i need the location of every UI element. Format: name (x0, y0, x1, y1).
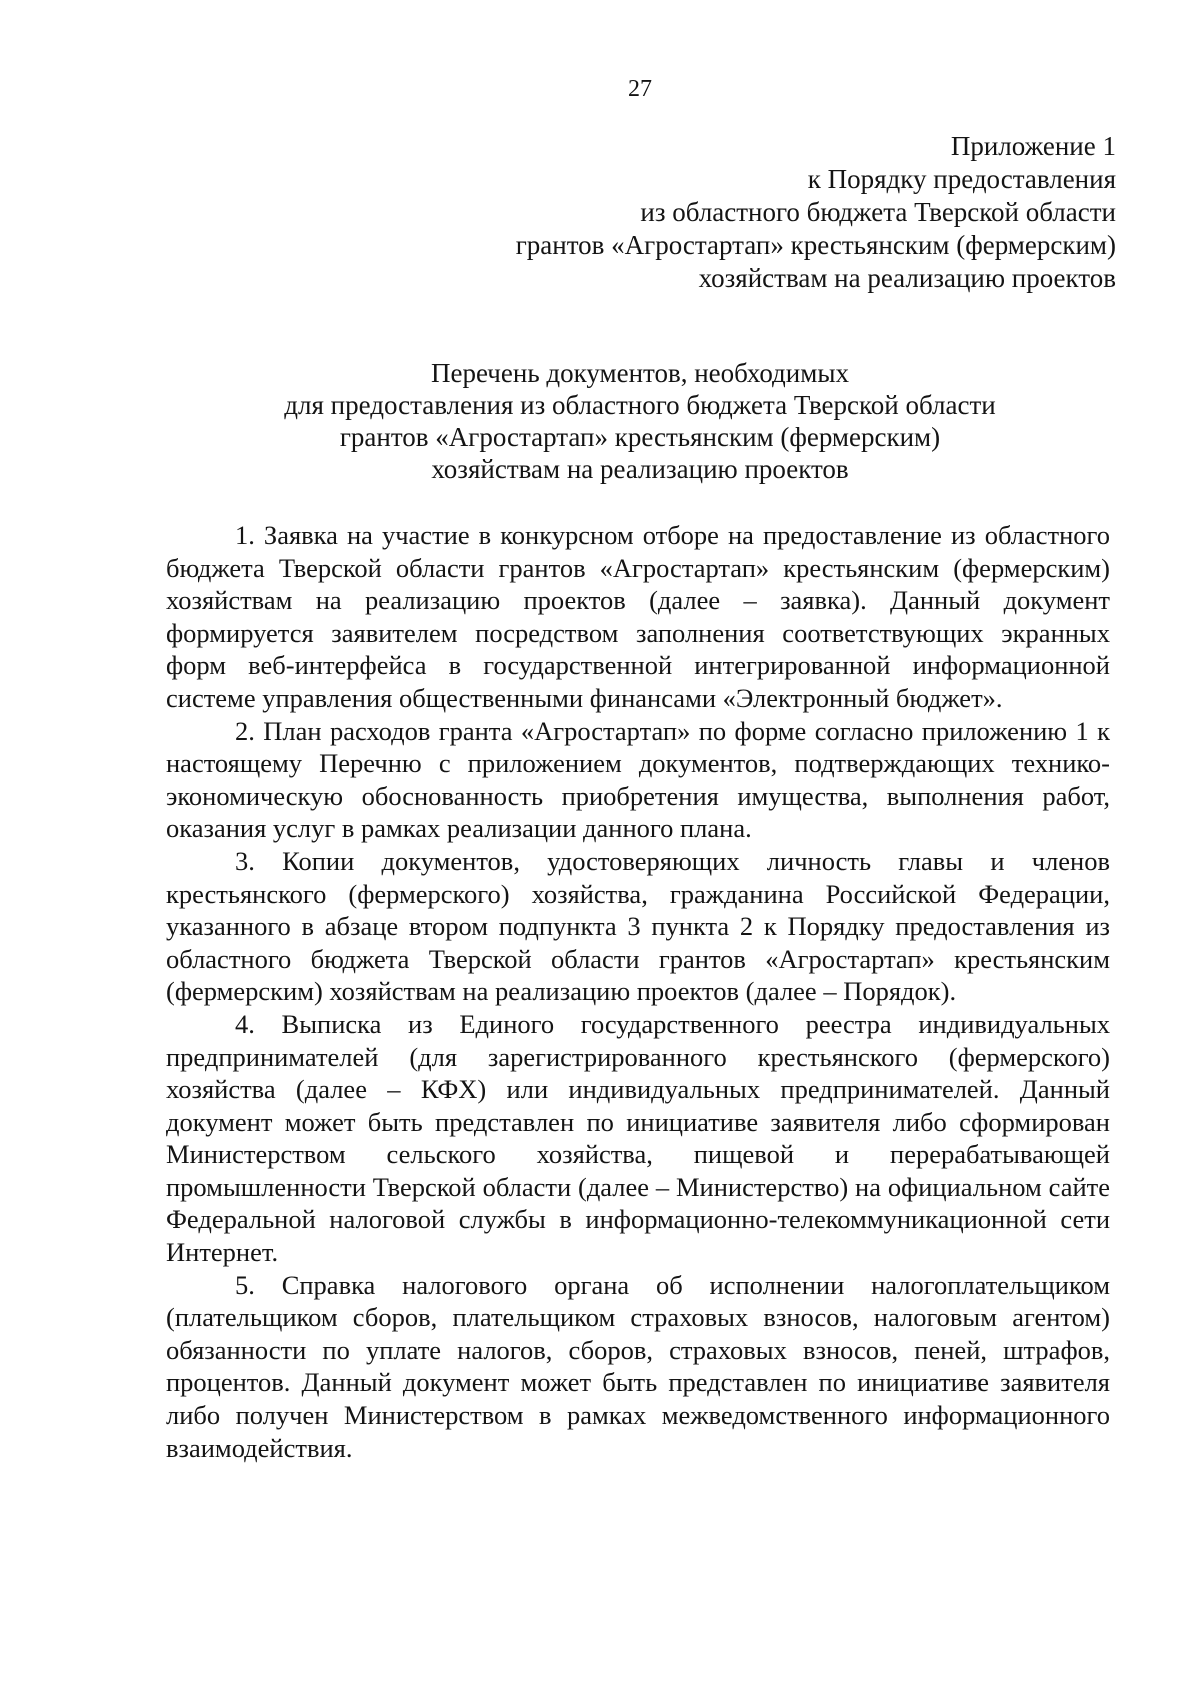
appendix-header (316, 130, 1116, 295)
list-item-paragraph: 3. Копии документов, удостоверяющих личность главы и членов крестьянского (фермерского) хозяйства, гражданина Российской Федерации, указанного в абзаце втором подпункта 3 пункта 2 к Порядку предоставления из областного бюджета Тверской области грантов «Агростартап» крестьянским (фермерским) хозяйствам на реализацию проектов (далее – Порядок). (166, 845, 1110, 1007)
list-item-paragraph: 2. План расходов гранта «Агростартап» по форме согласно приложению 1 к настоящему Перечню с приложением документов, подтверждающих технико-экономическую обоснованность приобретения имущества, выполнения работ, оказания услуг в рамках реализации данного плана. (166, 715, 1110, 844)
document-title-line: хозяйствам на реализацию проектов (431, 454, 849, 484)
page-number: 27 (628, 76, 652, 102)
document-title-line: для предоставления из областного бюджета Тверской области (284, 390, 996, 420)
appendix-header-line: хозяйствам на реализацию проектов (698, 263, 1116, 293)
appendix-header-line: грантов «Агростартап» крестьянским (фермерским) (515, 230, 1116, 260)
document-body (166, 519, 1110, 1464)
list-item-paragraph: 4. Выписка из Единого государственного реестра индивидуальных предпринимателей (для зарегистрированного крестьянского (фермерского) хозяйства (далее – КФХ) или индивидуальных предпринимателей. Данный документ может быть представлен по инициативе заявителя либо сформирован Министерством сельского хозяйства, пищевой и перерабатывающей промышленности Тверской области (далее – Министерство) на официальном сайте Федеральной налоговой службы в информационно-телекоммуникационной сети Интернет. (166, 1008, 1110, 1268)
appendix-header-line: к Порядку предоставления (807, 164, 1116, 194)
appendix-header-line: Приложение 1 (950, 131, 1116, 161)
document-title (190, 357, 1090, 485)
list-item-paragraph: 1. Заявка на участие в конкурсном отборе на предоставление из областного бюджета Тверской области грантов «Агростартап» крестьянским (фермерским) хозяйствам на реализацию проектов (далее – заявка). Данный документ формируется заявителем посредством заполнения соответствующих экранных форм веб-интерфейса в государственной интегрированной информационной системе управления общественными финансами «Электронный бюджет». (166, 520, 1110, 713)
document-title-line: Перечень документов, необходимых (431, 358, 849, 388)
document-title-line: грантов «Агростартап» крестьянским (фермерским) (339, 422, 941, 452)
list-item-paragraph: 5. Справка налогового органа об исполнении налогоплательщиком (плательщиком сборов, плательщиком страховых взносов, налоговым агентом) обязанности по уплате налогов, сборов, страховых взносов, пеней, штрафов, процентов. Данный документ может быть представлен по инициативе заявителя либо получен Министерством в рамках межведомственного информационного взаимодействия. (166, 1269, 1110, 1463)
appendix-header-line: из областного бюджета Тверской области (640, 197, 1116, 227)
